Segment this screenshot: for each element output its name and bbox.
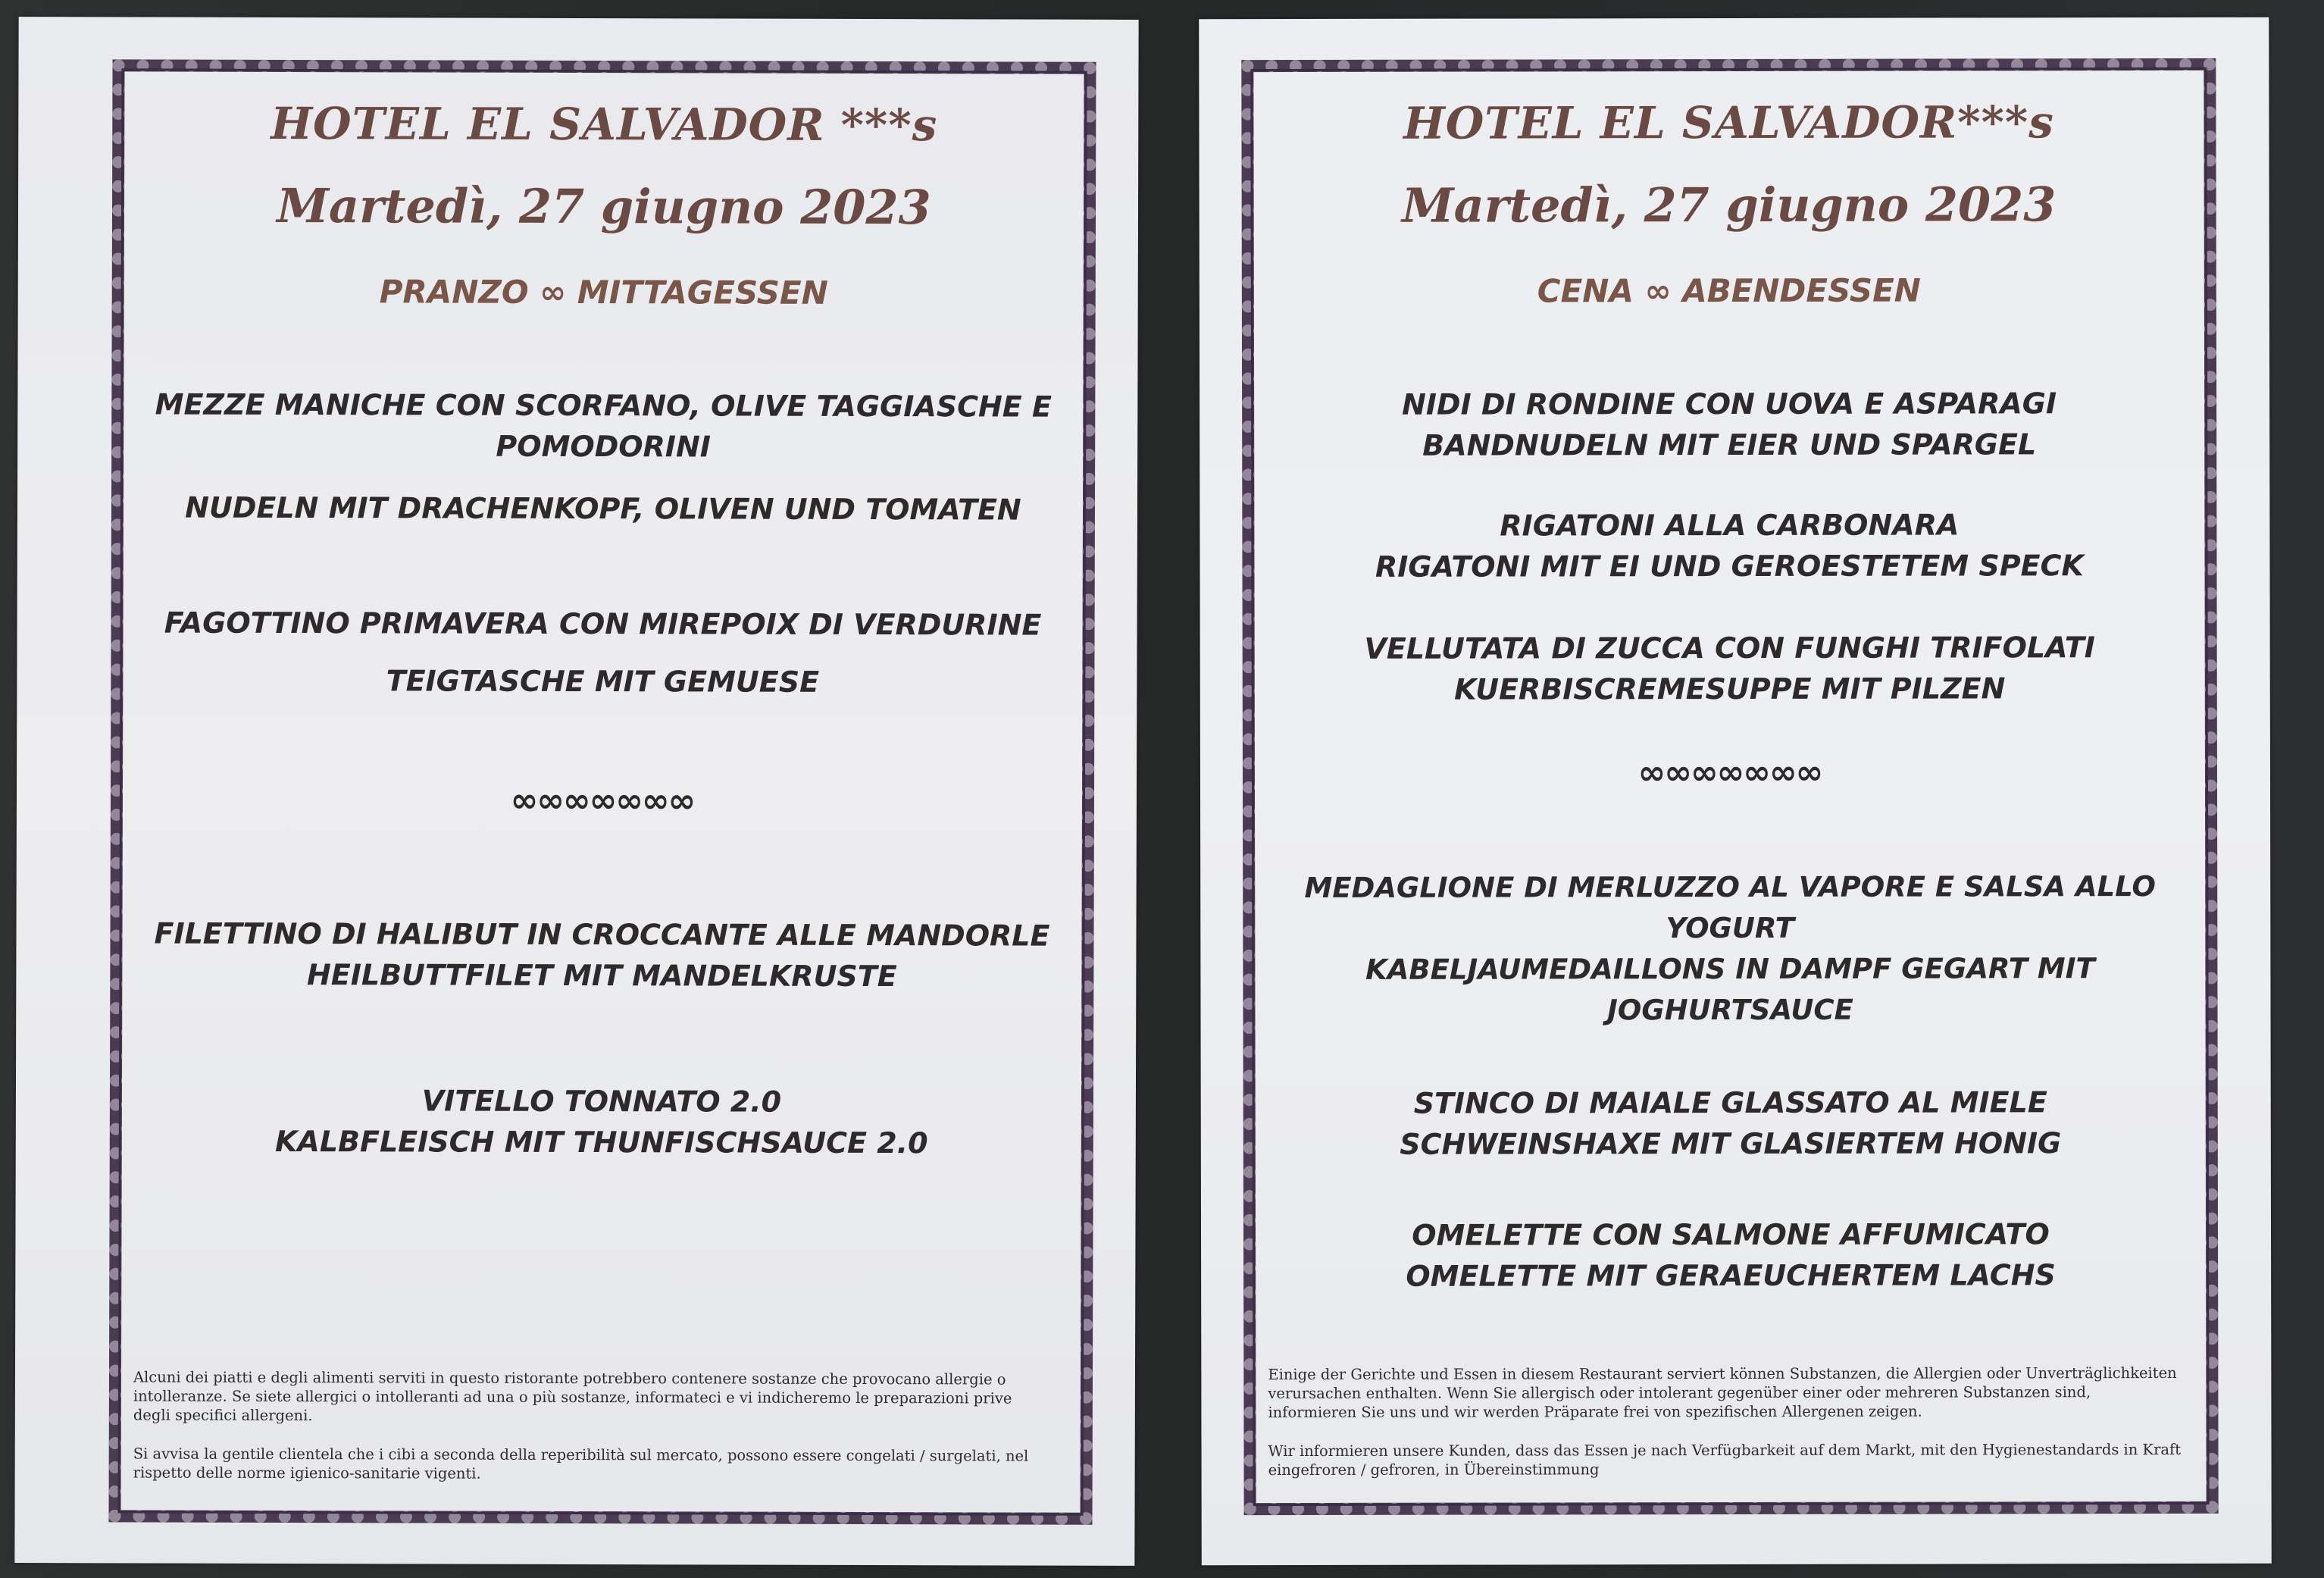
meal-title: PRANZO ∞ MITTAGESSEN bbox=[379, 273, 828, 312]
decorative-border bbox=[108, 59, 1096, 1524]
dish-line: TEIGTASCHE MIT GEMUESE bbox=[386, 664, 820, 699]
dish-line: MEZZE MANICHE CON SCORFANO, OLIVE TAGGIASCHE E bbox=[155, 387, 1053, 424]
dish-line: KUERBISCREMESUPPE MIT PILZEN bbox=[1454, 672, 2006, 706]
separator: ∞∞∞∞∞∞∞ bbox=[1637, 753, 1822, 793]
footnote-paragraph: Einige der Gerichte und Essen in diesem Restaurant serviert können Substanzen, die Allergien oder Unverträglichkeiten verursachen enthalten. Wenn Sie allergisch oder intolerant gegenüber einer oder mehreren Substanzen sind, informieren Sie uns und wir werden Präparate frei von spezifischen Allergenen zeigen. bbox=[1268, 1364, 2177, 1422]
dish-item bbox=[1284, 504, 2174, 587]
dish-item bbox=[154, 487, 1053, 531]
lunch-menu-content bbox=[121, 71, 1084, 1512]
dish-line: VITELLO TONNATO 2.0 bbox=[421, 1084, 782, 1119]
separator: ∞∞∞∞∞∞∞ bbox=[510, 781, 695, 821]
dish-line: BANDNUDELN MIT EIER UND SPARGEL bbox=[1422, 427, 2037, 462]
dish-line: OMELETTE MIT GERAEUCHERTEM LACHS bbox=[1406, 1258, 2056, 1293]
dish-line: JOGHURTSAUCE bbox=[1607, 993, 1853, 1027]
dish-line: KABELJAUMEDAILLONS IN DAMPF GEGART MIT bbox=[1365, 952, 2095, 986]
dish-item bbox=[1286, 1082, 2175, 1165]
dish-line: STINCO DI MAIALE GLASSATO AL MIELE bbox=[1413, 1085, 2047, 1120]
dish-line: FILETTINO DI HALIBUT IN CROCCANTE ALLE MANDORLE bbox=[154, 916, 1050, 953]
dish-line: HEILBUTTFILET MIT MANDELKRUSTE bbox=[306, 958, 897, 994]
dish-item bbox=[152, 913, 1051, 997]
dish-line: FAGOTTINO PRIMAVERA CON MIREPOIX DI VERDURINE bbox=[164, 606, 1042, 642]
dish-item bbox=[153, 660, 1052, 703]
menu-date: Martedì, 27 giugno 2023 bbox=[277, 177, 931, 236]
dish-line: POMODORINI bbox=[496, 429, 711, 464]
hotel-name: HOTEL EL SALVADOR ***s bbox=[271, 97, 938, 152]
dish-item bbox=[152, 1080, 1051, 1164]
footnote-paragraph: Alcuni dei piatti e degli alimenti serviti in questo ristorante potrebbero contenere sostanze che provocano allergie o intolleranze. Se siete allergici o intolleranti ad una o più sostanze, informateci e vi indicheremo le preparazioni prive degli specifici allergeni. bbox=[133, 1368, 1012, 1425]
footnote-paragraph: Si avvisa la gentile clientela che i cibi a seconda della reperibilità sul mercato, possono essere congelati / surgelati, nel rispetto delle norme igienico-sanitarie vigenti. bbox=[133, 1445, 1029, 1483]
dish-line: NUDELN MIT DRACHENKOPF, OLIVEN UND TOMATEN bbox=[185, 490, 1021, 527]
hotel-name: HOTEL EL SALVADOR***s bbox=[1403, 96, 2054, 149]
dish-line: OMELETTE CON SALMONE AFFUMICATO bbox=[1412, 1217, 2050, 1252]
footnote-paragraph: Wir informieren unsere Kunden, dass das Essen je nach Verfügbarkeit auf dem Markt, mit den Hygienestandards in Kraft eingefroren / gefroren, in Übereinstimmung bbox=[1268, 1440, 2182, 1479]
allergen-footnote bbox=[133, 1367, 1050, 1504]
dish-line: KALBFLEISCH MIT THUNFISCHSAUCE 2.0 bbox=[274, 1124, 928, 1160]
dish-line: MEDAGLIONE DI MERLUZZO AL VAPORE E SALSA ALLO bbox=[1304, 870, 2156, 904]
dish-item bbox=[1286, 1213, 2175, 1297]
dish-line: RIGATONI MIT EI UND GEROESTETEM SPECK bbox=[1375, 549, 2085, 584]
dish-item bbox=[1284, 383, 2174, 466]
dish-line: SCHWEINSHAXE MIT GLASIERTEM HONIG bbox=[1400, 1126, 2062, 1161]
dish-item bbox=[1285, 866, 2175, 1032]
dish-item bbox=[154, 384, 1053, 468]
decorative-border bbox=[1241, 58, 2218, 1515]
dinner-menu-content bbox=[1253, 70, 2206, 1503]
dish-line: RIGATONI ALLA CARBONARA bbox=[1500, 508, 1960, 543]
dish-line: YOGURT bbox=[1666, 911, 1795, 945]
dish-line: VELLUTATA DI ZUCCA CON FUNGHI TRIFOLATI bbox=[1364, 631, 2095, 665]
allergen-footnote bbox=[1268, 1364, 2183, 1499]
meal-title: CENA ∞ ABENDESSEN bbox=[1537, 271, 1921, 310]
dinner-menu-sheet bbox=[1199, 17, 2272, 1565]
menu-date: Martedì, 27 giugno 2023 bbox=[1401, 177, 2057, 233]
dish-line: NIDI DI RONDINE CON UOVA E ASPARAGI bbox=[1402, 387, 2057, 421]
dish-item bbox=[154, 603, 1053, 646]
dish-item bbox=[1285, 627, 2175, 710]
lunch-menu-sheet bbox=[14, 17, 1138, 1566]
